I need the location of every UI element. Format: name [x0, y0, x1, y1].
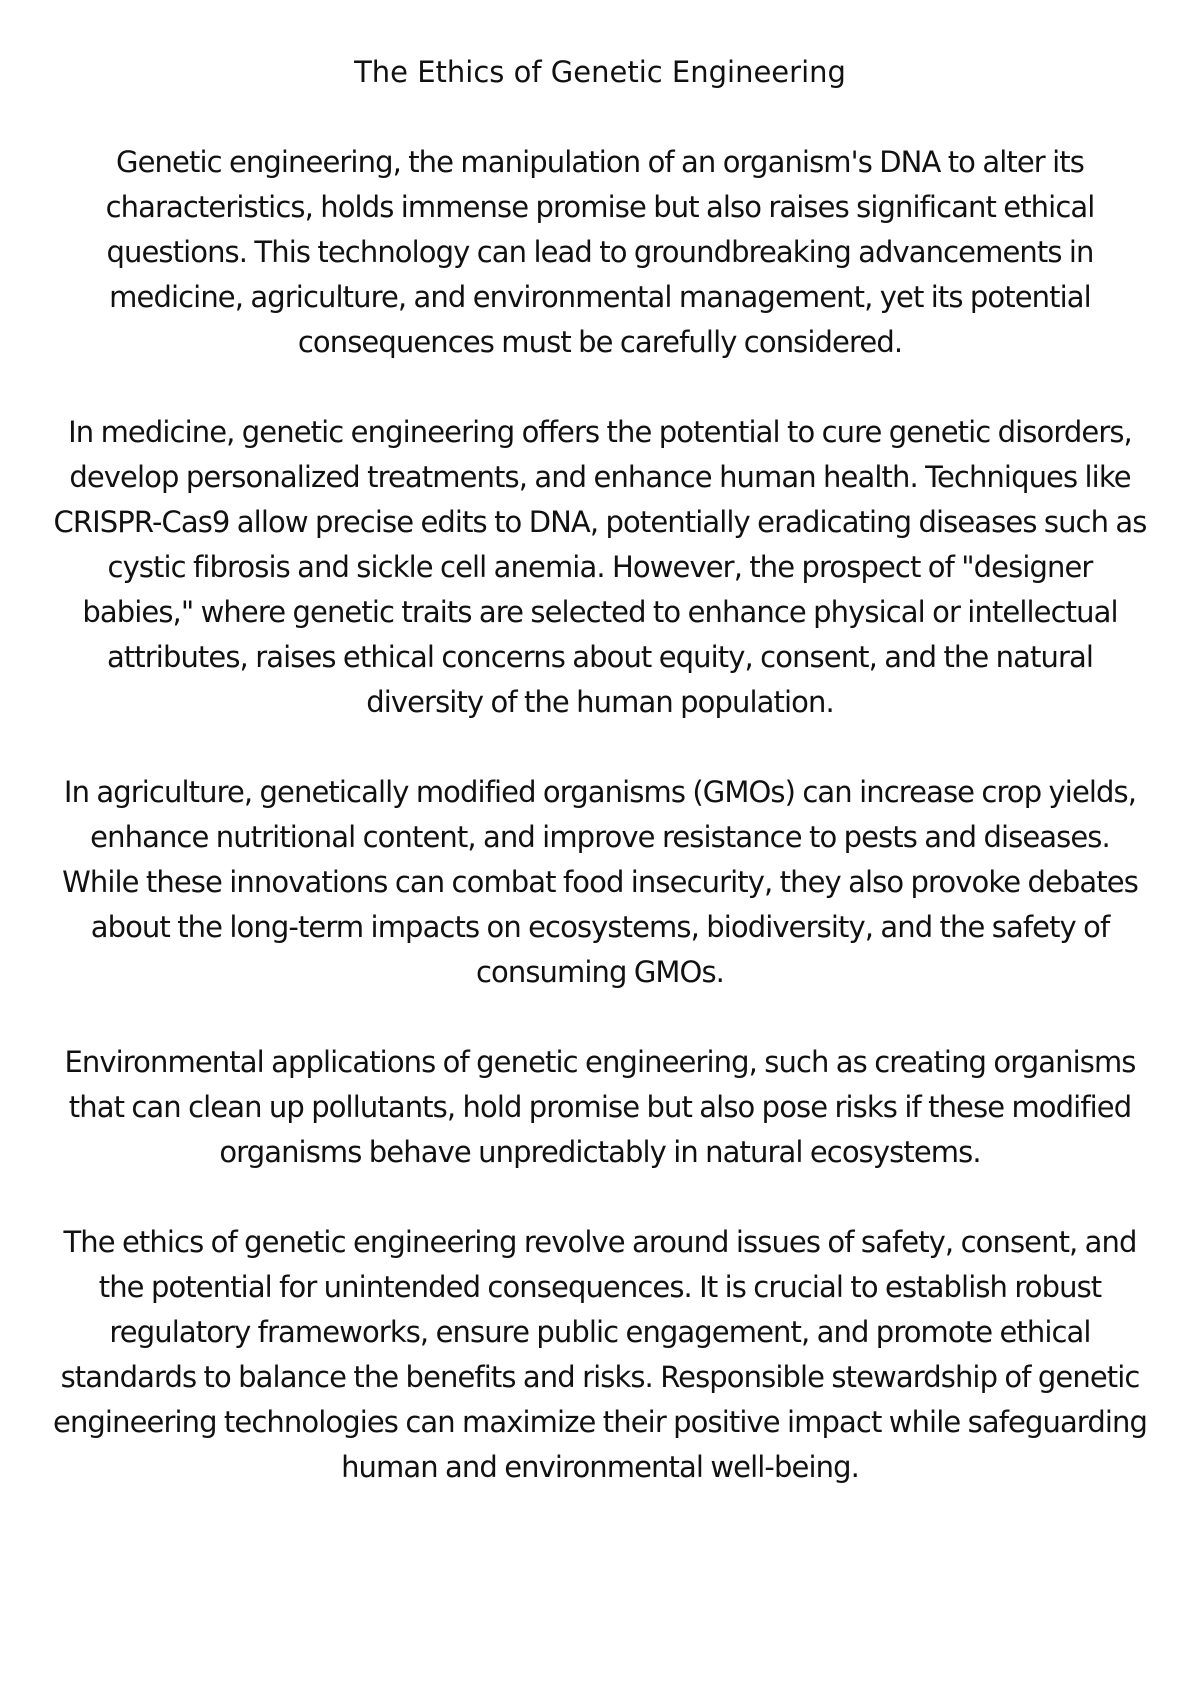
paragraph-medicine: In medicine, genetic engineering offers the potential to cure genetic disorders, develop personalized treatments, and enhance human health. Techniques like CRISPR-Cas9 allow precise edits to DNA, potentially eradicating diseases such as cystic fibrosis and sickle cell anemia. However, the prospect of "designer babies," where genetic traits are selected to enhance physical or intellectual attributes, raises ethical concerns about equity, consent, and the natural diversity of the human population.	[53, 415, 1147, 719]
document-title: The Ethics of Genetic Engineering	[354, 55, 846, 89]
paragraph-conclusion: The ethics of genetic engineering revolve around issues of safety, consent, and the potential for unintended consequences. It is crucial to establish robust regulatory frameworks, ensure public engagement, and promote ethical standards to balance the benefits and risks. Responsible stewardship of genetic engineering technologies can maximize their positive impact while safeguarding human and environmental well-being.	[53, 1225, 1147, 1484]
paragraph-environment: Environmental applications of genetic engineering, such as creating organisms that can clean up pollutants, hold promise but also pose risks if these modified organisms behave unpredictably in natural ecosystems.	[64, 1045, 1136, 1169]
paragraph-intro: Genetic engineering, the manipulation of an organism's DNA to alter its characteristics, holds immense promise but also raises significant ethical questions. This technology can lead to groundbreaking advancements in medicine, agriculture, and environmental management, yet its potential consequences must be carefully considered.	[105, 145, 1095, 359]
paragraph-agriculture: In agriculture, genetically modified organisms (GMOs) can increase crop yields, enhance nutritional content, and improve resistance to pests and diseases. While these innovations can combat food insecurity, they also provoke debates about the long-term impacts on ecosystems, biodiversity, and the safety of consuming GMOs.	[62, 775, 1138, 989]
